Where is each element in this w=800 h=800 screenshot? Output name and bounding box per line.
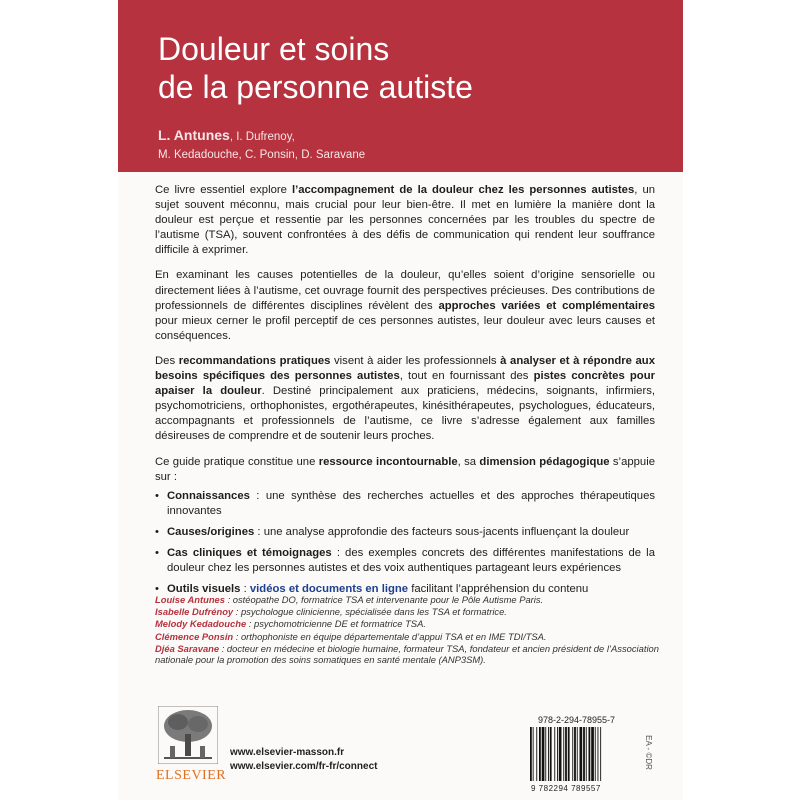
elsevier-tree-logo-icon	[158, 706, 218, 764]
barcode-bar	[530, 727, 532, 781]
publisher-urls	[230, 746, 377, 774]
barcode-digits: 9 782294 789557	[531, 784, 601, 793]
title-band	[118, 0, 683, 172]
title-line-1: Douleur et soins	[158, 31, 390, 67]
list-item: • Connaissances : une synthèse des recherches actuelles et des approches thérapeutiques innovantes	[155, 489, 655, 519]
barcode-bar	[536, 727, 537, 781]
barcode-bar	[595, 727, 596, 781]
online-resources-link[interactable]: vidéos et documents en ligne	[249, 583, 409, 596]
list-item: • Cas cliniques et témoignages : des exemples concrets des différentes manifestations de la douleur chez les personnes autistes et des voix authentiques partageant leurs expériences	[155, 546, 655, 576]
publisher-name: ELSEVIER	[156, 768, 227, 783]
barcode-bar	[583, 727, 585, 781]
barcode-bar	[559, 727, 562, 781]
list-item: • Outils visuels : vidéos et documents en ligne facilitant l’appréhension du contenu	[155, 582, 655, 597]
lead-author: L. Antunes	[158, 127, 230, 143]
publisher-footer	[118, 700, 683, 800]
barcode-bar	[568, 727, 570, 781]
authors-line-2: M. Kedadouche, C. Ponsin, D. Saravane	[158, 149, 366, 161]
barcode-bar	[577, 727, 578, 781]
paragraph-2: En examinant les causes potentielles de la douleur, qu’elles soient d’origine sensorielle ou directement liées à l’autisme, cet ouvrage fournit des perspectives précieuses. Des contributions de professionnels de différentes disciplines révèlent des approches variées et complémentaires pour mieux cerner le profil perceptif de ces personnes autistes, leur douleur avec leurs causes et conséquences.	[155, 269, 656, 342]
bio-item: Isabelle Dufrénoy : psychologue clinicienne, spécialisée dans les TSA et formatrice.	[155, 606, 507, 618]
publisher-url-1[interactable]: www.elsevier-masson.fr	[230, 747, 345, 758]
bio-item: Louise Antunes : ostéopathe DO, formatrice TSA et intervenante pour le Pôle Autisme Paris.	[155, 594, 544, 605]
barcode-bar	[545, 727, 546, 781]
image-credit-code: EA - ©DR	[643, 735, 653, 770]
authors-rest-1: , I. Dufrenoy,	[229, 131, 295, 143]
barcode-bar	[591, 727, 594, 781]
bio-item: Melody Kedadouche : psychomotricienne DE et formatrice TSA.	[155, 618, 426, 630]
isbn: 978-2-294-78955-7	[538, 715, 616, 725]
authors	[158, 126, 365, 164]
paragraph-3: Des recommandations pratiques visent à aider les professionnels à analyser et à répondre aux besoins spécifiques des personnes autistes, tout en fournissant des pistes concrètes pour apaiser la douleur. Destiné principalement aux praticiens, médecins, soignants, infirmiers, psychomotriciens, orthophonistes, ergothérapeutes, kinésithérapeutes, psychologues, éducateurs, accompagnants et professionnels de l’autisme, ce livre s’adresse également aux familles désireuses de comprendre et de soutenir leurs proches.	[155, 354, 655, 443]
barcode-bar	[598, 727, 599, 781]
barcode-bar	[586, 727, 587, 781]
author-bios	[155, 594, 660, 666]
title-line-2: de la personne autiste	[158, 69, 473, 105]
barcode-bar	[548, 727, 549, 781]
barcode-bar	[539, 727, 541, 781]
list-item: • Causes/origines : une analyse approfondie des facteurs sous-jacents influençant la douleur	[155, 525, 655, 540]
barcode-bar	[557, 727, 558, 781]
barcode-bar	[600, 727, 601, 781]
barcode-bar	[550, 727, 552, 781]
barcode-bar	[563, 727, 564, 781]
barcode	[528, 727, 628, 781]
feature-list	[155, 489, 655, 598]
barcode-bar	[533, 727, 534, 781]
barcode-bar	[565, 727, 567, 781]
barcode-bar	[542, 727, 545, 781]
barcode-bar	[574, 727, 576, 781]
book-back-cover	[118, 0, 683, 800]
bio-item: Clémence Ponsin : orthophoniste en équipe départementale d’appui TSA et en IME TDI/TSA.	[155, 630, 547, 642]
book-title	[158, 30, 473, 106]
barcode-bar	[554, 727, 555, 781]
barcode-bar	[589, 727, 591, 781]
paragraph-1: Ce livre essentiel explore l’accompagnement de la douleur chez les personnes autistes, un sujet souvent méconnu, mais crucial pour leur bien-être. Il met en lumière la manière dont la douleur est perçue et ressentie par les personnes concernées par les troubles du spectre de l’autisme (TSA), souvent confrontées à des défis de communication qui rendent leur souffrance difficile à exprimer.	[155, 184, 656, 257]
publisher-url-2[interactable]: www.elsevier.com/fr-fr/connect	[230, 761, 378, 772]
paragraph-4: Ce guide pratique constitue une ressource incontournable, sa dimension pédagogique s’appuie sur :	[155, 455, 655, 483]
barcode-bar	[572, 727, 573, 781]
bio-item: Djéa Saravane : docteur en médecine et biologie humaine, formateur TSA, fondateur et ancien président de l’Association nationale pour la promotion des soins somatiques en santé mentale (ANP3SM).	[155, 642, 659, 666]
description	[155, 183, 655, 603]
barcode-bar	[580, 727, 583, 781]
